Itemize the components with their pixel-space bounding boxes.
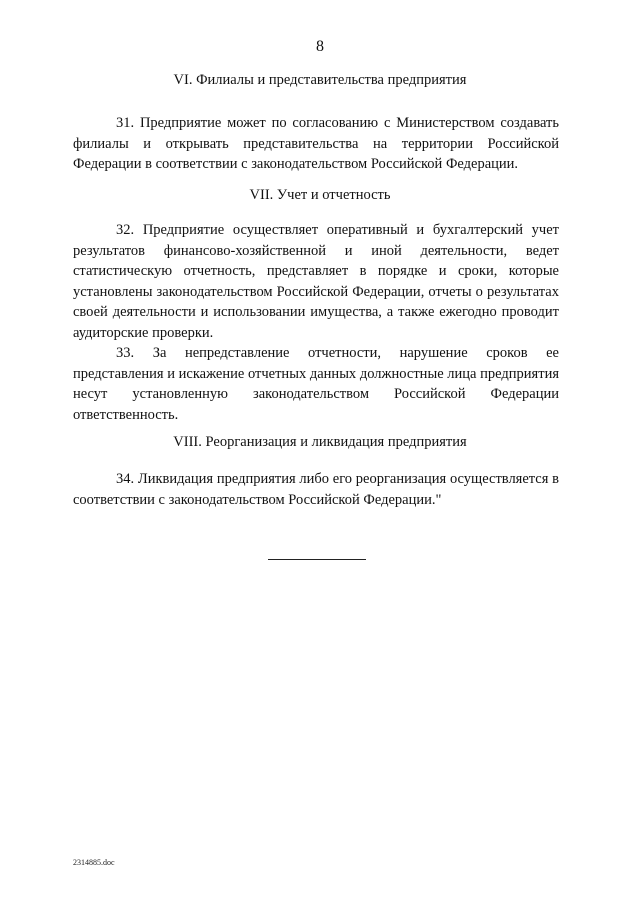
- section-heading-reorganization: VIII. Реорганизация и ликвидация предприятия: [173, 434, 467, 450]
- paragraph-31: 31. Предприятие может по согласованию с Министерством создавать филиалы и открывать представительства на территории Российской Федерации в соответствии с законодательством Российской Федерации.: [73, 115, 559, 172]
- page-number: 8: [316, 38, 324, 55]
- paragraph-33: 33. За непредставление отчетности, нарушение сроков ее представления и искажение отчетных данных должностные лица предприятия несут установленную законодательством Российской Федерации ответственность.: [73, 345, 559, 423]
- footer-filename: 2314885.doc: [73, 858, 115, 867]
- paragraph-34: 34. Ликвидация предприятия либо его реорганизация осуществляется в соответствии с законодательством Российской Федерации.": [73, 471, 559, 508]
- paragraph-32: 32. Предприятие осуществляет оперативный и бухгалтерский учет результатов финансово-хозяйственной и иной деятельности, ведет статистическую отчетность, представляет в порядке и сроки, которые установлены законодательством Российской Федерации, отчеты о результатах своей деятельности и использовании имущества, а также ежегодно проводит аудиторские проверки.: [73, 222, 559, 341]
- section-heading-branches: VI. Филиалы и представительства предприятия: [173, 72, 467, 88]
- closing-rule: [268, 559, 366, 560]
- section-heading-accounting: VII. Учет и отчетность: [249, 187, 391, 203]
